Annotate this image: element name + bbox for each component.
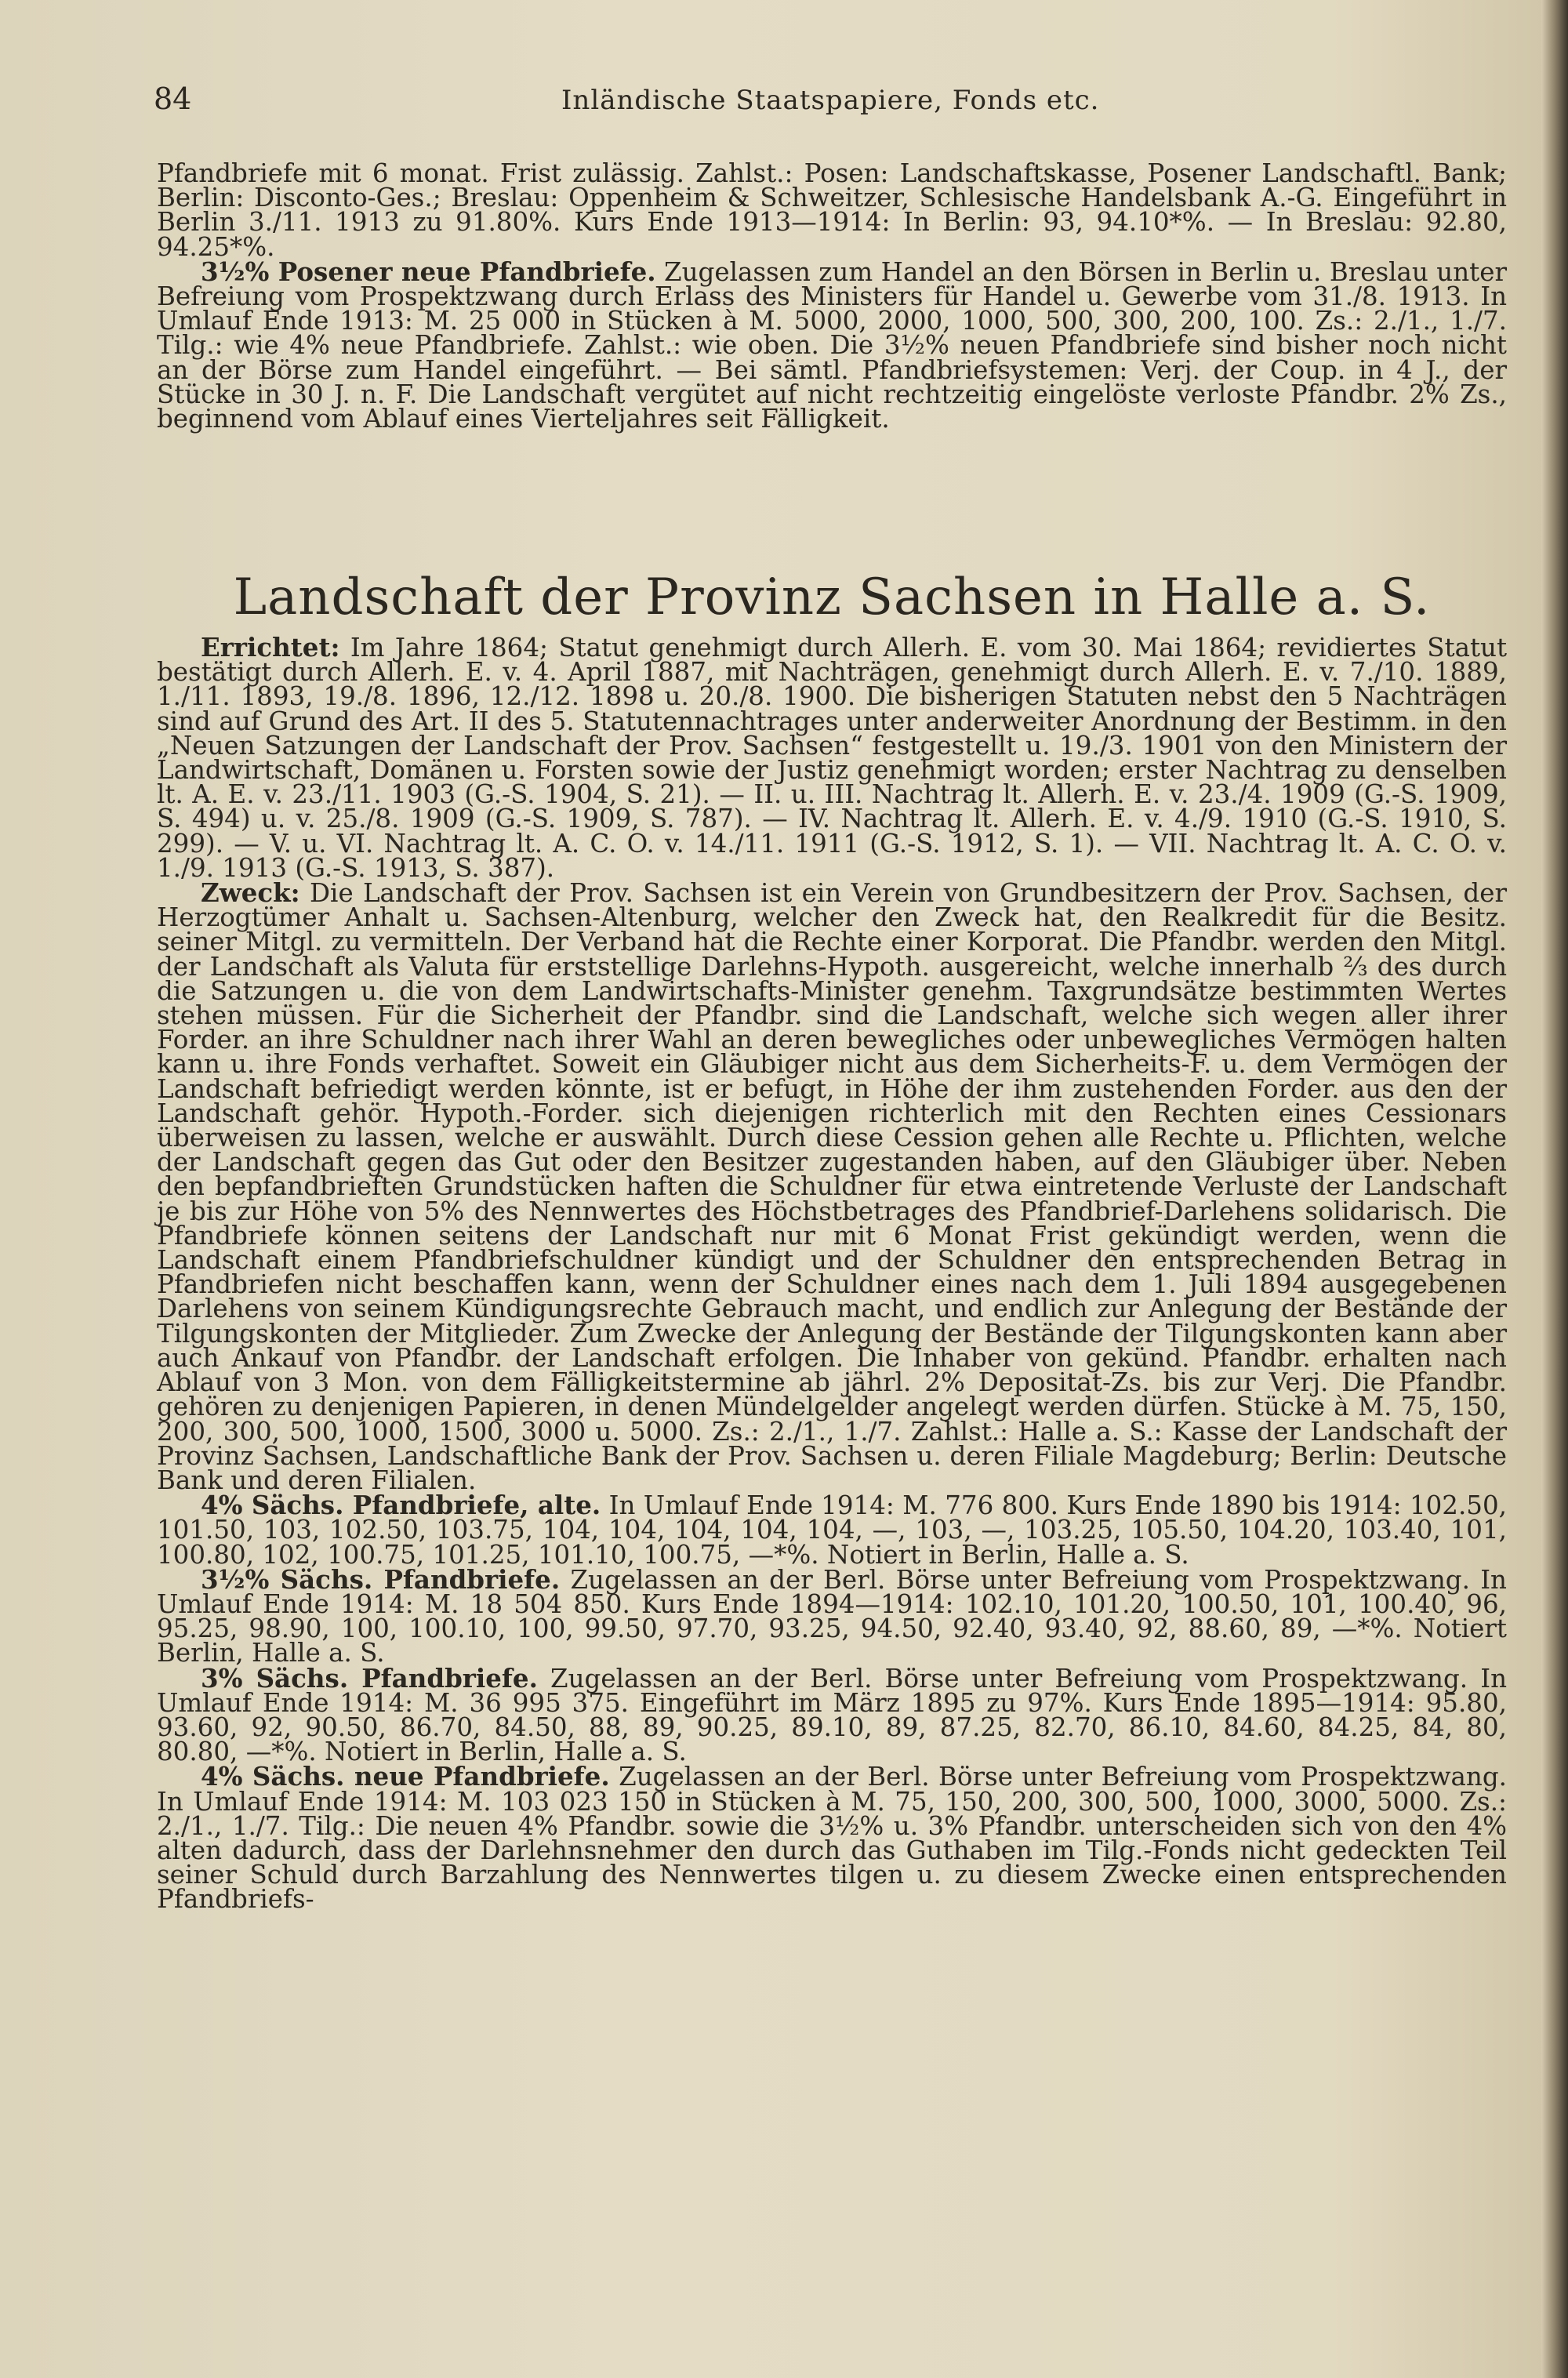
bond-3-paragraph — [157, 1662, 1507, 1767]
errichtet-paragraph — [157, 632, 1507, 883]
page-number: 84 — [154, 82, 192, 116]
bond-4-alte-heading: 4% Sächs. Pfandbriefe, alte. — [201, 1490, 601, 1521]
bond-3-5-heading: 3½% Sächs. Pfandbriefe. — [201, 1563, 561, 1595]
zweck-body: Die Landschaft der Prov. Sachsen ist ein Verein von Grundbesitzern der Prov. Sachsen, der Herzogtümer Anhalt u. Sachsen-Altenburg, welcher den Zweck hat, den Realkredit für die Besitz. seiner Mitgl. zu vermitteln. Der Verband hat die Rechte einer Korporat. Die Pfandbr. werden den Mitgl. der Landschaft als Valuta für erststellige Darlehns-Hypoth. ausgereicht, welche innerhalb ⅔ des durch die Satzungen u. die von dem Landwirtschafts-Minister genehm. Taxgrundsätze bestimmten Wertes stehen müssen. Für die Sicherheit der Pfandbr. sind die Landschaft, welche sich wegen aller ihrer Forder. an ihre Schuldner nach ihrer Wahl an deren bewegliches oder unbewegliches Vermögen halten kann u. ihre Fonds verhaftet. Soweit ein Gläubiger nicht aus dem Sicherheits-F. u. dem Vermögen der Landschaft befriedigt werden könnte, ist er befugt, in Höhe der ihm zustehenden Forder. aus den der Landschaft gehör. Hypoth.-Forder. sich diejenigen richterlich mit den Rechten eines Cessionars überweisen zu lassen, welche er auswählt. Durch diese Cession gehen alle Rechte u. Pflichten, welche der Landschaft gegen das Gut oder den Besitzer zugestanden haben, auf den Gläubiger über. Neben den bepfandbrieften Grundstücken haften die Schuldner für etwa eintretende Verluste der Landschaft je bis zur Höhe von 5% des Nennwertes des Höchstbetrages des Pfandbrief-Darlehens solidarisch. Die Pfandbriefe können seitens der Landschaft nur mit 6 Monat Frist gekündigt werden, wenn die Landschaft einem Pfandbriefschuldner kündigt und der Schuldner den entsprechenden Betrag in Pfandbriefen nicht beschaffen kann, wenn der Schuldner eines nach dem 1. Juli 1894 ausgegebenen Darlehens von seinem Kündigungsrechte Gebrauch macht, und endlich zur Anlegung der Bestände der Tilgungskonten der Mitglieder. Zum Zwecke der Anlegung der Bestände der Tilgungskonten kann aber auch Ankauf von Pfandbr. der Landschaft erfolgen. Die Inhaber von gekünd. Pfandbr. erhalten nach Ablauf von 3 Mon. von dem Fälligkeitstermine ab jährl. 2% Depositat-Zs. bis zur Verj. Die Pfandbr. gehören zu denjenigen Papieren, in denen Mündelgelder angelegt werden dürfen. Stücke à M. 75, 150, 200, 300, 500, 1000, 1500, 3000 u. 5000. Zs.: 2./1., 1./7. Zahlst.: Halle a. S.: Kasse der Landschaft der Provinz Sachsen, Landschaftliche Bank der Prov. Sachsen u. deren Filiale Magdeburg; Berlin: Deutsche Bank und deren Filialen. — [157, 878, 1507, 1495]
intro-paragraph-1: Pfandbriefe mit 6 monat. Frist zulässig. Zahlst.: Posen: Landschaftskasse, Posener Landschaftl. Bank; Berlin: Disconto-Ges.; Breslau: Oppenheim & Schweitzer, Schlesische Handelsbank A.-G. Eingeführt in Berlin 3./11. 1913 zu 91.80%. Kurs Ende 1913—1914: In Berlin: 93, 94.10*%. — In Breslau: 92.80, 94.25*%. — [157, 158, 1507, 262]
bond-4-alte-paragraph — [157, 1490, 1507, 1570]
running-title: Inländische Staatspapiere, Fonds etc. — [561, 85, 1100, 116]
bond-3-heading: 3% Sächs. Pfandbriefe. — [201, 1662, 538, 1694]
bond-3-body: Zugelassen an der Berl. Börse unter Befreiung vom Prospektzwang. In Umlauf Ende 1914: M. 36 995 375. Eingeführt im März 1895 zu 97%. Kurs Ende 1895—1914: 95.80, 93.60, 92, 90.50, 86.70, 84.50, 88, 89, 90.25, 89.10, 89, 87.25, 82.70, 86.10, 84.60, 84.25, 84, 80, 80.80, —*%. Notiert in Berlin, Halle a. S. — [157, 1663, 1507, 1767]
bond-3-5-paragraph — [157, 1563, 1507, 1668]
intro-paragraph-2 — [157, 256, 1507, 434]
zweck-paragraph — [157, 877, 1507, 1495]
errichtet-body: Im Jahre 1864; Statut genehmigt durch Allerh. E. vom 30. Mai 1864; revidiertes Statut bestätigt durch Allerh. E. v. 4. April 1887, mit Nachträgen, genehmigt durch Allerh. E. v. 7./10. 1889, 1./11. 1893, 19./8. 1896, 12./12. 1898 u. 20./8. 1900. Die bisherigen Statuten nebst den 5 Nachträgen sind auf Grund des Art. II des 5. Statutennachtrages unter anderweiter Anordnung der Bestimm. in den „Neuen Satzungen der Landschaft der Prov. Sachsen“ festgestellt u. 19./3. 1901 von den Ministern der Landwirtschaft, Domänen u. Forsten sowie der Justiz genehmigt worden; erster Nachtrag zu denselben lt. A. E. v. 23./11. 1903 (G.-S. 1904, S. 21). — II. u. III. Nachtrag lt. Allerh. E. v. 23./4. 1909 (G.-S. 1909, S. 494) u. v. 25./8. 1909 (G.-S. 1909, S. 787). — IV. Nachtrag lt. Allerh. E. v. 4./9. 1910 (G.-S. 1910, S. 299). — V. u. VI. Nachtrag lt. A. C. O. v. 14./11. 1911 (G.-S. 1912, S. 1). — VII. Nachtrag lt. A. C. O. v. 1./9. 1913 (G.-S. 1913, S. 387). — [157, 633, 1507, 883]
page-edge-shadow — [1541, 0, 1568, 2378]
section-body — [157, 632, 1508, 1915]
bond-4-neue-body: Zugelassen an der Berl. Börse unter Befreiung vom Prospektzwang. In Umlauf Ende 1914: M. 103 023 150 in Stücken à M. 75, 150, 200, 300, 500, 1000, 3000, 5000. Zs.: 2./1., 1./7. Tilg.: Die neuen 4% Pfandbr. sowie die 3½% u. 3% Pfandbr. unterscheiden sich von den 4% alten dadurch, dass der Darlehnsnehmer den durch das Guthaben im Tilg.-Fonds nicht gedeckten Teil seiner Schuld durch Barzahlung des Nennwertes tilgen u. zu diesem Zwecke einen entsprechenden Pfandbriefs- — [157, 1762, 1508, 1915]
posener-bond-heading: 3½% Posener neue Pfandbriefe. — [201, 256, 656, 287]
bond-4-neue-paragraph — [157, 1761, 1508, 1915]
errichtet-heading: Errichtet: — [201, 632, 340, 663]
posener-bond-body: Zugelassen zum Handel an den Börsen in Berlin u. Breslau unter Befreiung vom Prospektzwang durch Erlass des Ministers für Handel u. Gewerbe vom 31./8. 1913. In Umlauf Ende 1913: M. 25 000 in Stücken à M. 5000, 2000, 1000, 500, 300, 200, 100. Zs.: 2./1., 1./7. Tilg.: wie 4% neue Pfandbriefe. Zahlst.: wie oben. Die 3½% neuen Pfandbriefe sind bisher noch nicht an der Börse zum Handel eingeführt. — Bei sämtl. Pfandbriefsystemen: Verj. der Coup. in 4 J., der Stücke in 30 J. n. F. Die Landschaft vergütet auf nicht rechtzeitig eingelöste verloste Pfandbr. 2% Zs., beginnend vom Ablauf eines Vierteljahres seit Fälligkeit. — [157, 256, 1507, 434]
bond-4-neue-heading: 4% Sächs. neue Pfandbriefe. — [201, 1761, 610, 1792]
bond-4-alte-body: In Umlauf Ende 1914: M. 776 800. Kurs Ende 1890 bis 1914: 102.50, 101.50, 103, 102.50, 103.75, 104, 104, 104, 104, 104, —, 103, —, 103.25, 105.50, 104.20, 103.40, 101, 100.80, 102, 100.75, 101.25, 101.10, 100.75, —*%. Notiert in Berlin, Halle a. S. — [157, 1490, 1507, 1570]
page-header — [154, 82, 1502, 129]
section-title: Landschaft der Provinz Sachsen in Halle a. S. — [233, 568, 1431, 626]
intro-block — [157, 158, 1507, 434]
zweck-heading: Zweck: — [201, 877, 300, 909]
bond-3-5-body: Zugelassen an der Berl. Börse unter Befreiung vom Prospektzwang. In Umlauf Ende 1914: M. 18 504 850. Kurs Ende 1894—1914: 102.10, 101.20, 100.50, 101, 100.40, 96, 95.25, 98.90, 100, 100.10, 100, 99.50, 97.70, 93.25, 94.50, 92.40, 93.40, 92, 88.60, 89, —*%. Notiert Berlin, Halle a. S. — [157, 1564, 1507, 1668]
